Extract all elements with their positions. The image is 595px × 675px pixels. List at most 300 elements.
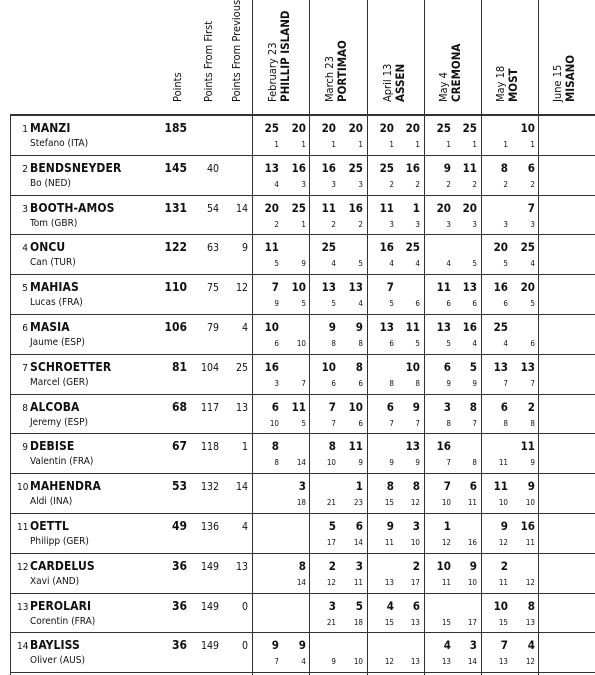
race-points: 8 <box>271 439 279 454</box>
rider-subline <box>30 138 88 149</box>
race-points: 16 <box>520 519 535 533</box>
race-points: 10 <box>291 280 306 295</box>
rider-first-name: Aldi <box>30 496 47 508</box>
points-from-first: 40 <box>206 162 219 175</box>
race-position: 23 <box>353 498 363 508</box>
race-points: 11 <box>436 280 451 295</box>
rider-row <box>0 196 595 236</box>
race-position: 10 <box>410 538 420 547</box>
race-position: 4 <box>301 657 306 667</box>
race-position: 10 <box>326 458 336 468</box>
race-points: 11 <box>264 240 279 255</box>
points-from-first: 79 <box>206 322 219 334</box>
rider-points: 131 <box>164 200 187 215</box>
race-position: 5 <box>389 299 394 309</box>
race-points: 9 <box>500 519 508 533</box>
rider-rank: 9 <box>22 442 28 454</box>
race-position: 4 <box>503 339 508 348</box>
race-points: 1 <box>443 519 451 533</box>
rider-surname: BENDSNEYDER <box>30 160 122 175</box>
race-points: 10 <box>436 558 451 573</box>
rider-row <box>0 355 595 395</box>
rider-row <box>0 514 595 554</box>
rider-points: 145 <box>164 160 187 175</box>
rider-subline <box>30 417 88 428</box>
race-position: 3 <box>472 219 477 229</box>
race-points: 9 <box>298 638 306 653</box>
rider-subline <box>30 496 72 507</box>
race-points: 6 <box>469 479 477 494</box>
race-points: 10 <box>348 399 363 414</box>
race-position: 14 <box>467 657 477 667</box>
rider-rank: 8 <box>22 402 28 414</box>
race-position: 1 <box>331 140 336 149</box>
race-position: 5 <box>530 299 535 309</box>
race-points: 6 <box>271 399 279 414</box>
rider-surname: PEROLARI <box>30 598 92 613</box>
rider-first-name: Tom <box>30 217 49 229</box>
race-position: 8 <box>331 339 336 348</box>
race-position: 10 <box>269 418 279 428</box>
race-points: 20 <box>436 200 451 215</box>
race-position: 11 <box>498 577 508 587</box>
race-position: 7 <box>301 378 306 388</box>
rider-subline <box>30 536 89 547</box>
points-from-first: 104 <box>200 361 219 374</box>
race-points: 25 <box>405 240 420 255</box>
points-from-first: 132 <box>200 481 219 494</box>
rider-surname: ONCU <box>30 240 66 255</box>
race-position: 8 <box>358 339 363 348</box>
race-points: 9 <box>469 558 477 573</box>
race-points: 11 <box>321 200 336 215</box>
rider-nationality: (AND) <box>52 575 80 587</box>
race-points: 8 <box>527 598 535 613</box>
race-position: 9 <box>415 458 420 468</box>
race-points: 10 <box>321 359 336 374</box>
race-position: 8 <box>472 458 477 468</box>
race-position: 2 <box>472 179 477 189</box>
race-position: 7 <box>503 378 508 388</box>
round-venue: CREMONA <box>449 43 463 102</box>
rider-points: 106 <box>164 320 187 334</box>
rider-row <box>0 235 595 275</box>
race-points: 8 <box>328 439 336 454</box>
race-position: 11 <box>498 458 508 468</box>
race-position: 7 <box>331 418 336 428</box>
race-position: 1 <box>472 140 477 149</box>
rider-subline <box>30 616 95 627</box>
race-position: 1 <box>415 140 420 149</box>
race-points: 3 <box>328 598 336 613</box>
race-position: 3 <box>389 219 394 229</box>
rider-subline <box>30 178 71 189</box>
rider-rank: 2 <box>22 163 28 175</box>
race-points: 25 <box>379 160 394 175</box>
race-points: 13 <box>348 280 363 295</box>
race-position: 8 <box>530 418 535 428</box>
rider-points: 53 <box>171 479 187 494</box>
race-points: 1 <box>355 479 363 494</box>
round-header <box>551 55 577 102</box>
rider-subline <box>30 576 79 587</box>
race-points: 16 <box>348 200 363 215</box>
race-position: 11 <box>384 538 394 547</box>
rider-nationality: (ESP) <box>64 416 88 428</box>
race-position: 4 <box>472 339 477 348</box>
race-points: 7 <box>386 280 394 295</box>
race-position: 5 <box>358 259 363 269</box>
rider-surname: SCHROETTER <box>30 359 112 374</box>
rider-row <box>0 315 595 355</box>
race-points: 20 <box>291 121 306 135</box>
race-position: 18 <box>296 498 306 508</box>
race-points: 11 <box>405 320 420 334</box>
rider-row <box>0 156 595 196</box>
race-position: 9 <box>389 458 394 468</box>
round-date: May 4 <box>437 72 450 102</box>
race-points: 4 <box>527 638 535 653</box>
rider-rank: 7 <box>22 362 28 374</box>
round-venue: ASSEN <box>393 63 407 102</box>
race-position: 12 <box>498 538 508 547</box>
rider-surname: MAHENDRA <box>30 479 101 494</box>
race-position: 1 <box>274 140 279 149</box>
race-points: 13 <box>436 320 451 334</box>
rider-first-name: Xavi <box>30 575 50 587</box>
race-points: 20 <box>462 200 477 215</box>
round-venue: MISANO <box>563 54 577 102</box>
race-points: 9 <box>443 160 451 175</box>
race-position: 13 <box>525 617 535 627</box>
race-position: 6 <box>530 339 535 348</box>
points-from-first: 149 <box>200 560 219 573</box>
round-date: February 23 <box>266 42 279 102</box>
rider-points: 67 <box>171 439 187 454</box>
race-position: 13 <box>410 617 420 627</box>
points-from-first: 149 <box>200 640 219 653</box>
rider-subline <box>30 377 89 388</box>
round-venue: MOST <box>506 68 520 102</box>
race-position: 10 <box>296 339 306 348</box>
race-points: 8 <box>500 160 508 175</box>
rider-nationality: (AUS) <box>59 655 85 667</box>
points-header: Points <box>171 72 184 102</box>
race-points: 13 <box>264 160 279 175</box>
race-points: 9 <box>386 519 394 533</box>
race-position: 12 <box>441 538 451 547</box>
race-position: 10 <box>467 577 477 587</box>
race-points: 25 <box>520 240 535 255</box>
race-position: 3 <box>503 219 508 229</box>
points-from-first: 54 <box>206 202 219 215</box>
race-points: 25 <box>264 121 279 135</box>
race-points: 11 <box>379 200 394 215</box>
race-position: 7 <box>274 657 279 667</box>
race-position: 4 <box>389 259 394 269</box>
race-position: 2 <box>503 179 508 189</box>
race-points: 10 <box>405 359 420 374</box>
race-position: 10 <box>441 498 451 508</box>
race-points: 20 <box>264 200 279 215</box>
race-points: 8 <box>412 479 420 494</box>
race-position: 15 <box>384 617 394 627</box>
race-position: 18 <box>353 617 363 627</box>
rider-subline <box>30 456 93 467</box>
race-position: 6 <box>472 299 477 309</box>
round-date: April 13 <box>381 63 394 102</box>
race-position: 14 <box>353 538 363 547</box>
points-from-previous: 0 <box>241 640 248 653</box>
points-from-previous: 1 <box>241 441 248 454</box>
race-position: 17 <box>410 577 420 587</box>
race-points: 13 <box>379 320 394 334</box>
rider-rank: 13 <box>17 601 29 613</box>
race-position: 9 <box>446 378 451 388</box>
rider-first-name: Corentin <box>30 615 69 627</box>
race-points: 25 <box>436 121 451 135</box>
race-points: 20 <box>520 280 535 295</box>
race-points: 25 <box>493 320 508 334</box>
race-points: 6 <box>443 359 451 374</box>
race-points: 6 <box>355 519 363 533</box>
race-position: 7 <box>530 378 535 388</box>
race-points: 7 <box>271 280 279 295</box>
race-position: 2 <box>389 179 394 189</box>
race-points: 2 <box>328 558 336 573</box>
race-points: 20 <box>379 121 394 135</box>
race-position: 9 <box>358 458 363 468</box>
race-position: 9 <box>530 458 535 468</box>
race-position: 8 <box>389 378 394 388</box>
race-points: 8 <box>469 399 477 414</box>
points-from-previous: 25 <box>235 361 248 374</box>
rider-first-name: Can <box>30 257 48 269</box>
rider-subline <box>30 218 77 229</box>
race-points: 16 <box>321 160 336 175</box>
race-position: 9 <box>274 299 279 309</box>
race-points: 13 <box>405 439 420 454</box>
race-position: 7 <box>415 418 420 428</box>
race-position: 8 <box>274 458 279 468</box>
points-from-previous: 4 <box>241 521 248 533</box>
race-points: 5 <box>355 598 363 613</box>
rider-row <box>0 395 595 435</box>
points-from-first: 63 <box>206 242 219 255</box>
points-from-first: 75 <box>206 282 219 295</box>
rider-rank: 10 <box>17 482 29 494</box>
race-position: 1 <box>301 140 306 149</box>
rider-nationality: (FRA) <box>71 615 96 627</box>
race-points: 16 <box>405 160 420 175</box>
rider-first-name: Valentin <box>30 456 67 468</box>
points-from-previous: 4 <box>241 322 248 334</box>
round-venue: PHILLIP ISLAND <box>278 10 292 102</box>
race-points: 3 <box>412 519 420 533</box>
race-position: 6 <box>274 339 279 348</box>
race-position: 15 <box>384 498 394 508</box>
race-points: 6 <box>412 598 420 613</box>
race-points: 11 <box>291 399 306 414</box>
race-points: 25 <box>462 121 477 135</box>
race-points: 13 <box>462 280 477 295</box>
points-from-previous: 13 <box>235 401 248 414</box>
race-points: 20 <box>321 121 336 135</box>
points-from-previous: 9 <box>241 242 248 255</box>
race-position: 3 <box>331 179 336 189</box>
points-from-previous: 13 <box>235 560 248 573</box>
race-points: 3 <box>443 399 451 414</box>
race-position: 7 <box>389 418 394 428</box>
race-points: 20 <box>493 240 508 255</box>
rider-row <box>0 275 595 315</box>
rider-first-name: Marcel <box>30 376 60 388</box>
race-points: 9 <box>355 320 363 334</box>
rider-rank: 6 <box>22 323 28 334</box>
race-position: 5 <box>503 259 508 269</box>
race-position: 4 <box>331 259 336 269</box>
race-points: 25 <box>348 160 363 175</box>
race-points: 16 <box>291 160 306 175</box>
race-position: 8 <box>415 378 420 388</box>
rider-points: 49 <box>171 519 187 533</box>
rider-nationality: (FRA) <box>58 297 83 309</box>
race-position: 3 <box>446 219 451 229</box>
race-points: 20 <box>405 121 420 135</box>
race-position: 17 <box>467 617 477 627</box>
race-position: 11 <box>467 498 477 508</box>
rider-surname: MANZI <box>30 121 71 135</box>
race-points: 3 <box>469 638 477 653</box>
race-points: 4 <box>443 638 451 653</box>
race-points: 16 <box>264 359 279 374</box>
rider-first-name: Philipp <box>30 536 61 547</box>
round-date: June 15 <box>551 64 564 102</box>
race-points: 11 <box>462 160 477 175</box>
rider-points: 68 <box>171 399 187 414</box>
race-points: 6 <box>500 399 508 414</box>
race-points: 4 <box>386 598 394 613</box>
race-position: 9 <box>331 657 336 667</box>
race-points: 2 <box>500 558 508 573</box>
race-position: 21 <box>326 617 336 627</box>
points-from-previous: 0 <box>241 600 248 613</box>
rider-rank: 3 <box>22 203 28 215</box>
points-from-previous: 14 <box>235 202 248 215</box>
race-position: 4 <box>446 259 451 269</box>
race-points: 5 <box>328 519 336 533</box>
race-position: 5 <box>446 339 451 348</box>
race-position: 9 <box>472 378 477 388</box>
rider-nationality: (GER) <box>62 376 89 388</box>
rider-rank: 5 <box>22 283 28 295</box>
race-position: 12 <box>525 657 535 667</box>
race-position: 17 <box>326 538 336 547</box>
race-position: 13 <box>498 657 508 667</box>
rider-surname: MASIA <box>30 320 70 334</box>
rider-subline <box>30 337 85 348</box>
race-points: 13 <box>321 280 336 295</box>
race-points: 8 <box>386 479 394 494</box>
round-header <box>494 66 520 102</box>
rider-row <box>0 633 595 673</box>
race-position: 11 <box>525 538 535 547</box>
race-points: 9 <box>271 638 279 653</box>
rider-first-name: Jaume <box>30 337 59 348</box>
race-position: 5 <box>331 299 336 309</box>
race-position: 10 <box>498 498 508 508</box>
rider-nationality: (FRA) <box>69 456 94 468</box>
race-position: 6 <box>389 339 394 348</box>
race-points: 11 <box>493 479 508 494</box>
race-points: 7 <box>328 399 336 414</box>
rider-points: 36 <box>171 598 187 613</box>
race-position: 10 <box>353 657 363 667</box>
race-position: 2 <box>446 179 451 189</box>
race-position: 3 <box>358 179 363 189</box>
race-points: 10 <box>520 121 535 135</box>
race-position: 6 <box>415 299 420 309</box>
race-points: 11 <box>348 439 363 454</box>
rider-nationality: (NED) <box>44 177 71 189</box>
race-position: 2 <box>358 219 363 229</box>
rider-points: 36 <box>171 638 187 653</box>
race-position: 12 <box>384 657 394 667</box>
race-position: 3 <box>301 179 306 189</box>
race-position: 12 <box>326 577 336 587</box>
race-position: 5 <box>415 339 420 348</box>
race-position: 10 <box>525 498 535 508</box>
race-position: 4 <box>358 299 363 309</box>
race-position: 6 <box>503 299 508 309</box>
race-position: 11 <box>441 577 451 587</box>
race-position: 13 <box>410 657 420 667</box>
rider-nationality: (GBR) <box>50 217 78 229</box>
race-position: 1 <box>301 219 306 229</box>
race-points: 3 <box>355 558 363 573</box>
race-points: 6 <box>386 399 394 414</box>
rider-nationality: (TUR) <box>50 257 76 269</box>
rider-points: 36 <box>171 558 187 573</box>
race-points: 3 <box>298 479 306 494</box>
rider-subline <box>30 297 83 308</box>
race-position: 4 <box>274 179 279 189</box>
race-points: 11 <box>520 439 535 454</box>
rider-first-name: Jeremy <box>30 416 62 428</box>
points-from-previous: 12 <box>235 282 248 295</box>
race-points: 5 <box>469 359 477 374</box>
race-position: 6 <box>446 299 451 309</box>
race-position: 2 <box>415 179 420 189</box>
rider-subline <box>30 655 85 666</box>
race-position: 2 <box>530 179 535 189</box>
race-points: 7 <box>500 638 508 653</box>
rider-points: 122 <box>164 240 187 255</box>
rider-points: 185 <box>164 121 187 135</box>
round-header <box>437 44 463 102</box>
round-date: May 18 <box>494 65 507 102</box>
rider-row <box>0 434 595 474</box>
rider-rank: 14 <box>17 641 29 653</box>
rider-surname: BOOTH-AMOS <box>30 200 115 215</box>
race-position: 16 <box>467 538 477 547</box>
race-position: 14 <box>296 577 306 587</box>
race-points: 9 <box>527 479 535 494</box>
rider-first-name: Lucas <box>30 297 56 309</box>
rider-subline <box>30 257 76 268</box>
race-position: 2 <box>331 219 336 229</box>
points-from-previous: 14 <box>235 481 248 494</box>
